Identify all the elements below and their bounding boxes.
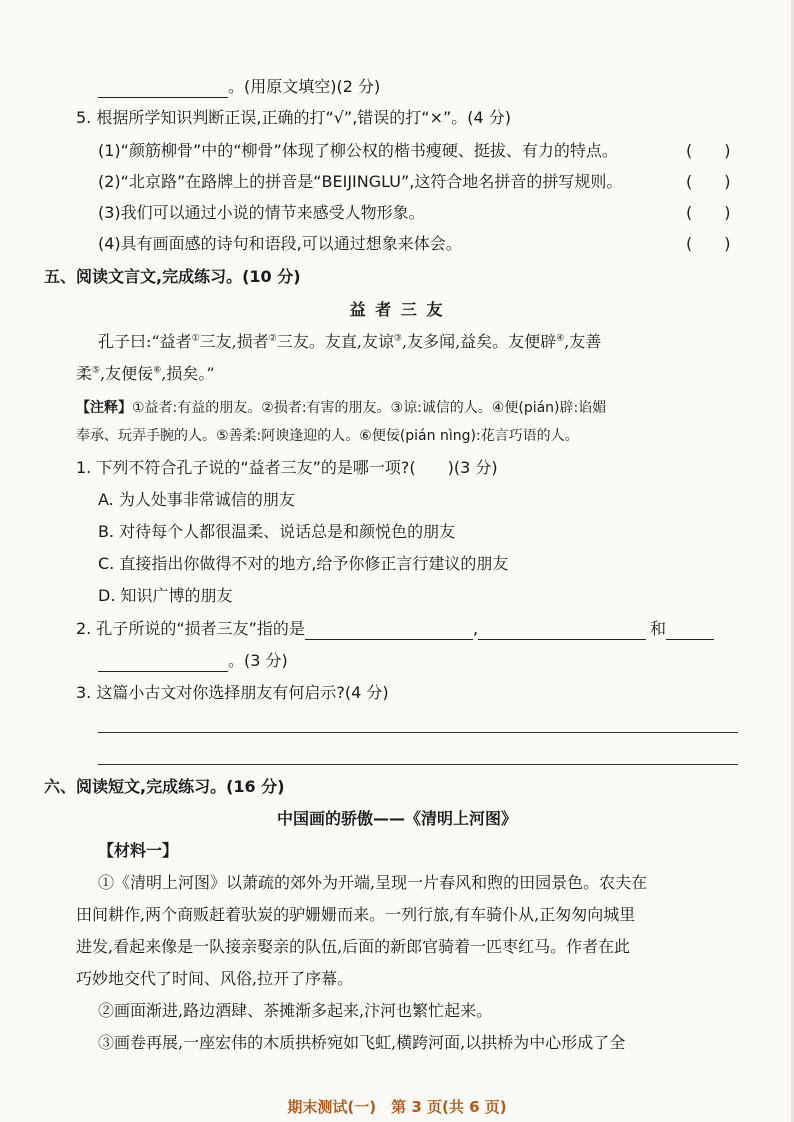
footnote-ref: ①: [191, 333, 200, 344]
top-fill-line: [98, 76, 380, 98]
passage-p3-line-1: ③画卷再展,一座宏伟的木质拱桥宛如飞虹,横跨河面,以拱桥为中心形成了全: [98, 1033, 626, 1052]
passage-p1-line-3: 进发,看起来像是一队接亲娶亲的队伍,后面的新郎官骑着一匹枣红马。作者在此: [76, 937, 631, 956]
passage-text: 三友。友直,友谅: [276, 332, 394, 351]
footnote-ref: ⑤: [92, 365, 101, 376]
section5-heading: 五、阅读文言文,完成练习。(10 分): [44, 267, 301, 286]
s5-q2-end: 。(3 分): [228, 651, 288, 670]
passage-text: ,友善: [564, 332, 602, 351]
section6-heading: 六、阅读短文,完成练习。(16 分): [44, 777, 285, 796]
footnote-ref: ⑥: [153, 365, 162, 376]
q5-item-1: (1)“颜筋柳骨”中的“柳骨”体现了柳公权的楷书瘦硬、挺拔、有力的特点。: [98, 141, 618, 160]
q5-answer-paren-1[interactable]: ( ): [686, 141, 731, 160]
q5-item-3: (3)我们可以通过小说的情节来感受人物形象。: [98, 203, 425, 222]
s5-q1-option-b: B. 对待每个人都很温柔、说话总是和颜悦色的朋友: [98, 522, 456, 541]
s5-q2-and: 和: [650, 619, 667, 638]
answer-blank[interactable]: [98, 81, 228, 98]
q5-answer-paren-2[interactable]: ( ): [686, 172, 731, 191]
passage-text: 孔子曰:“益者: [98, 332, 192, 351]
passage-text: 三友,损者: [199, 332, 269, 351]
answer-blank[interactable]: [305, 623, 473, 640]
page-footer: 期末测试(一) 第 3 页(共 6 页): [287, 1098, 507, 1116]
section6-title: 中国画的骄傲——《清明上河图》: [276, 809, 517, 828]
passage-line-1: [98, 331, 601, 353]
top-fill-text: 。(用原文填空)(2 分): [228, 77, 381, 96]
answer-blank[interactable]: [478, 623, 646, 640]
passage-text: ,友多闻,益矣。友便辟: [402, 332, 557, 351]
footnote-ref: ②: [268, 333, 277, 344]
s5-q3: 3. 这篇小古文对你选择朋友有何启示?(4 分): [76, 683, 389, 702]
s5-q1-option-c: C. 直接指出你做得不对的地方,给予你修正言行建议的朋友: [98, 554, 509, 573]
q5-answer-paren-3[interactable]: ( ): [686, 203, 731, 222]
s5-q2-text: 2. 孔子所说的“损者三友”指的是: [76, 619, 305, 638]
passage-text: ,损矣。”: [161, 364, 215, 383]
s5-q1-option-d: D. 知识广博的朋友: [98, 586, 233, 605]
answer-blank[interactable]: [98, 655, 228, 672]
footnote-ref: ③: [393, 333, 402, 344]
notes-label: 【注释】: [76, 400, 132, 416]
answer-line[interactable]: [98, 732, 738, 733]
passage-text: ,友便佞: [100, 364, 154, 383]
s5-q2-line-1: [76, 618, 714, 640]
answer-line[interactable]: [98, 764, 738, 765]
q5-item-2: (2)“北京路”在路牌上的拼音是“BEIJINGLU”,这符合地名拼音的拼写规则。: [98, 172, 623, 191]
answer-blank[interactable]: [666, 623, 714, 640]
q5-item-4: (4)具有画面感的诗句和语段,可以通过想象来体会。: [98, 234, 462, 253]
footnote-ref: ④: [556, 333, 565, 344]
s5-q1-option-a: A. 为人处事非常诚信的朋友: [98, 490, 295, 509]
passage-line-2: [76, 363, 215, 385]
q5-stem: 5. 根据所学知识判断正误,正确的打“√”,错误的打“×”。(4 分): [76, 108, 512, 127]
s5-q1: 1. 下列不符合孔子说的“益者三友”的是哪一项?( )(3 分): [76, 458, 498, 477]
passage-p1-line-2: 田间耕作,两个商贩赶着驮炭的驴姗姗而来。一列行旅,有车骑仆从,正匆匆向城里: [76, 905, 636, 924]
passage-p1-line-4: 巧妙地交代了时间、风俗,拉开了序幕。: [76, 969, 354, 988]
s5-q2-line-2: [98, 650, 288, 672]
q5-answer-paren-4[interactable]: ( ): [686, 234, 731, 253]
passage-p1-line-1: ①《清明上河图》以萧疏的郊外为开端,呈现一片春风和煦的田园景色。农夫在: [98, 873, 648, 892]
passage-p2: ②画面渐进,路边酒肆、茶摊渐多起来,汴河也繁忙起来。: [98, 1001, 493, 1020]
notes-line-1: [76, 397, 606, 419]
material-label: 【材料一】: [98, 841, 179, 860]
section5-title: 益 者 三 友: [349, 300, 445, 319]
passage-text: 柔: [76, 364, 93, 383]
notes-text: ①益者:有益的朋友。②损者:有害的朋友。③谅:诚信的人。④便(pián)辟:谄媚: [132, 400, 607, 416]
notes-line-2: 奉承、玩弄手腕的人。⑤善柔:阿谀逢迎的人。⑥便佞(pián nìng):花言巧语的人。: [76, 428, 579, 444]
s5-q2-comma: ,: [472, 619, 479, 638]
